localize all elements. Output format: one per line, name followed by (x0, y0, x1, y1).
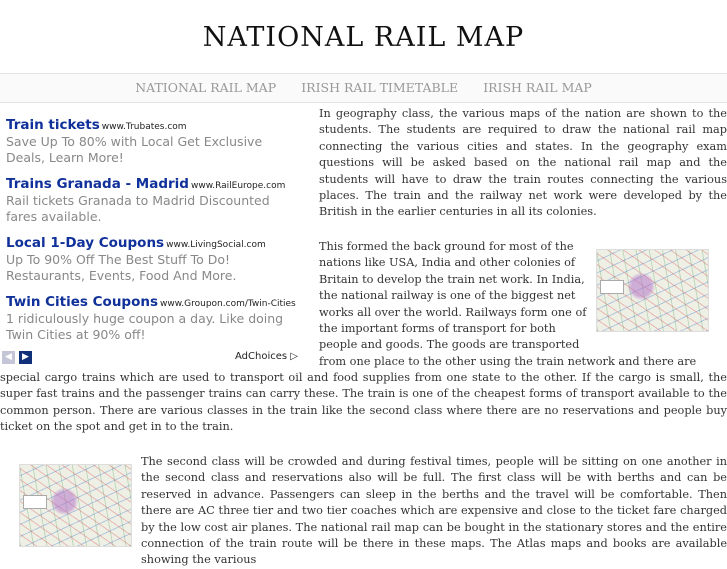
article-line: from one place to the other using the train network and there are (319, 355, 697, 368)
ad-block (6, 114, 302, 350)
adchoices-link[interactable] (235, 351, 298, 362)
article-line: the national railway is one of the biggest net (319, 289, 576, 303)
adchoices-label: AdChoices (235, 351, 288, 362)
chevron-left-icon[interactable]: ◀ (2, 351, 15, 364)
ad-item[interactable] (6, 114, 302, 166)
ad-item[interactable] (6, 291, 302, 343)
article-line: works all over the world. Railways form one of (319, 305, 587, 319)
article-line: Britain to develop the train net work. In India, (319, 272, 585, 286)
article-line: This formed the back ground for most of the (319, 240, 574, 253)
chevron-right-icon[interactable]: ▶ (19, 351, 32, 364)
rail-map-image (596, 249, 709, 332)
map-legend (600, 280, 624, 294)
ad-title[interactable]: Local 1-Day Coupons (6, 235, 165, 251)
ad-url[interactable]: www.Groupon.com/Twin-Cities (160, 299, 296, 309)
ad-description: 1 ridiculously huge coupon a day. Like doing Twin Cities at 90% off! (6, 311, 284, 342)
ad-description: Up To 90% Off The Best Stuff To Do! Restaurants, Events, Food And More. (6, 252, 237, 283)
nav-irish-rail-timetable[interactable]: IRISH RAIL TIMETABLE (301, 80, 459, 95)
ad-url[interactable]: www.Trubates.com (101, 122, 187, 132)
map-legend (23, 495, 47, 509)
ad-title[interactable]: Train tickets (6, 117, 100, 133)
ad-controls (2, 351, 298, 365)
ad-url[interactable]: www.LivingSocial.com (166, 240, 266, 250)
ad-description: Rail tickets Granada to Madrid Discounted fares available. (6, 193, 270, 224)
ad-title[interactable]: Twin Cities Coupons (6, 294, 159, 310)
nav-national-rail-map[interactable]: NATIONAL RAIL MAP (135, 80, 277, 95)
ad-url[interactable]: www.RailEurope.com (190, 181, 286, 191)
article-paragraph-wrap (319, 239, 587, 354)
site-title: NATIONAL RAIL MAP (202, 22, 525, 53)
ad-description: Save Up To 80% with Local Get Exclusive Deals, Learn More! (6, 134, 263, 165)
adchoices-icon: ▷ (290, 351, 298, 362)
ad-item[interactable] (6, 173, 302, 225)
rail-map-image (19, 464, 132, 547)
article-line: the important forms of transport for both (319, 322, 556, 336)
ad-title[interactable]: Trains Granada - Madrid (6, 176, 189, 192)
article-paragraph: The second class will be crowded and during festival times, people will be sitting on one another in the second class and reservations also will be full. The first class will be with berths and can be reserved in advance. Passengers can sleep in the berths and the travel will be comfortable. Then there are AC three tier and two tier coaches which are expensive and close to the ticket fare charged by the low cost air planes. The national rail map can be bought in the stationary stores and the entire connection of the train route will be there in these maps. The Atlas maps and books are available showing the various (141, 455, 727, 567)
article-paragraph: special cargo trains which are used to transport oil and food supplies from one state to the other. If the cargo is small, the super fast trains and the passenger trains can carry these. The train is one of the cheapest forms of transport available to the common person. There are various classes in the train like the second class where there are no reservations and people buy ticket on the spot and get in to the train. (0, 371, 727, 434)
article-paragraph: In geography class, the various maps of the nation are shown to the students. The students are required to draw the national rail map connecting the various cities and states. In the geography exam questions will be asked based on the national rail map and the students will have to draw the train routes connecting the various places. The train and the railway net work were developed by the British in the earlier centuries in all its colonies. (319, 107, 727, 219)
top-nav (0, 73, 727, 103)
article-line: nations like USA, India and other colonies of (319, 256, 576, 270)
article-line: people and goods. The goods are transported (319, 338, 580, 352)
ad-item[interactable] (6, 232, 302, 284)
nav-irish-rail-map[interactable]: IRISH RAIL MAP (483, 80, 592, 95)
